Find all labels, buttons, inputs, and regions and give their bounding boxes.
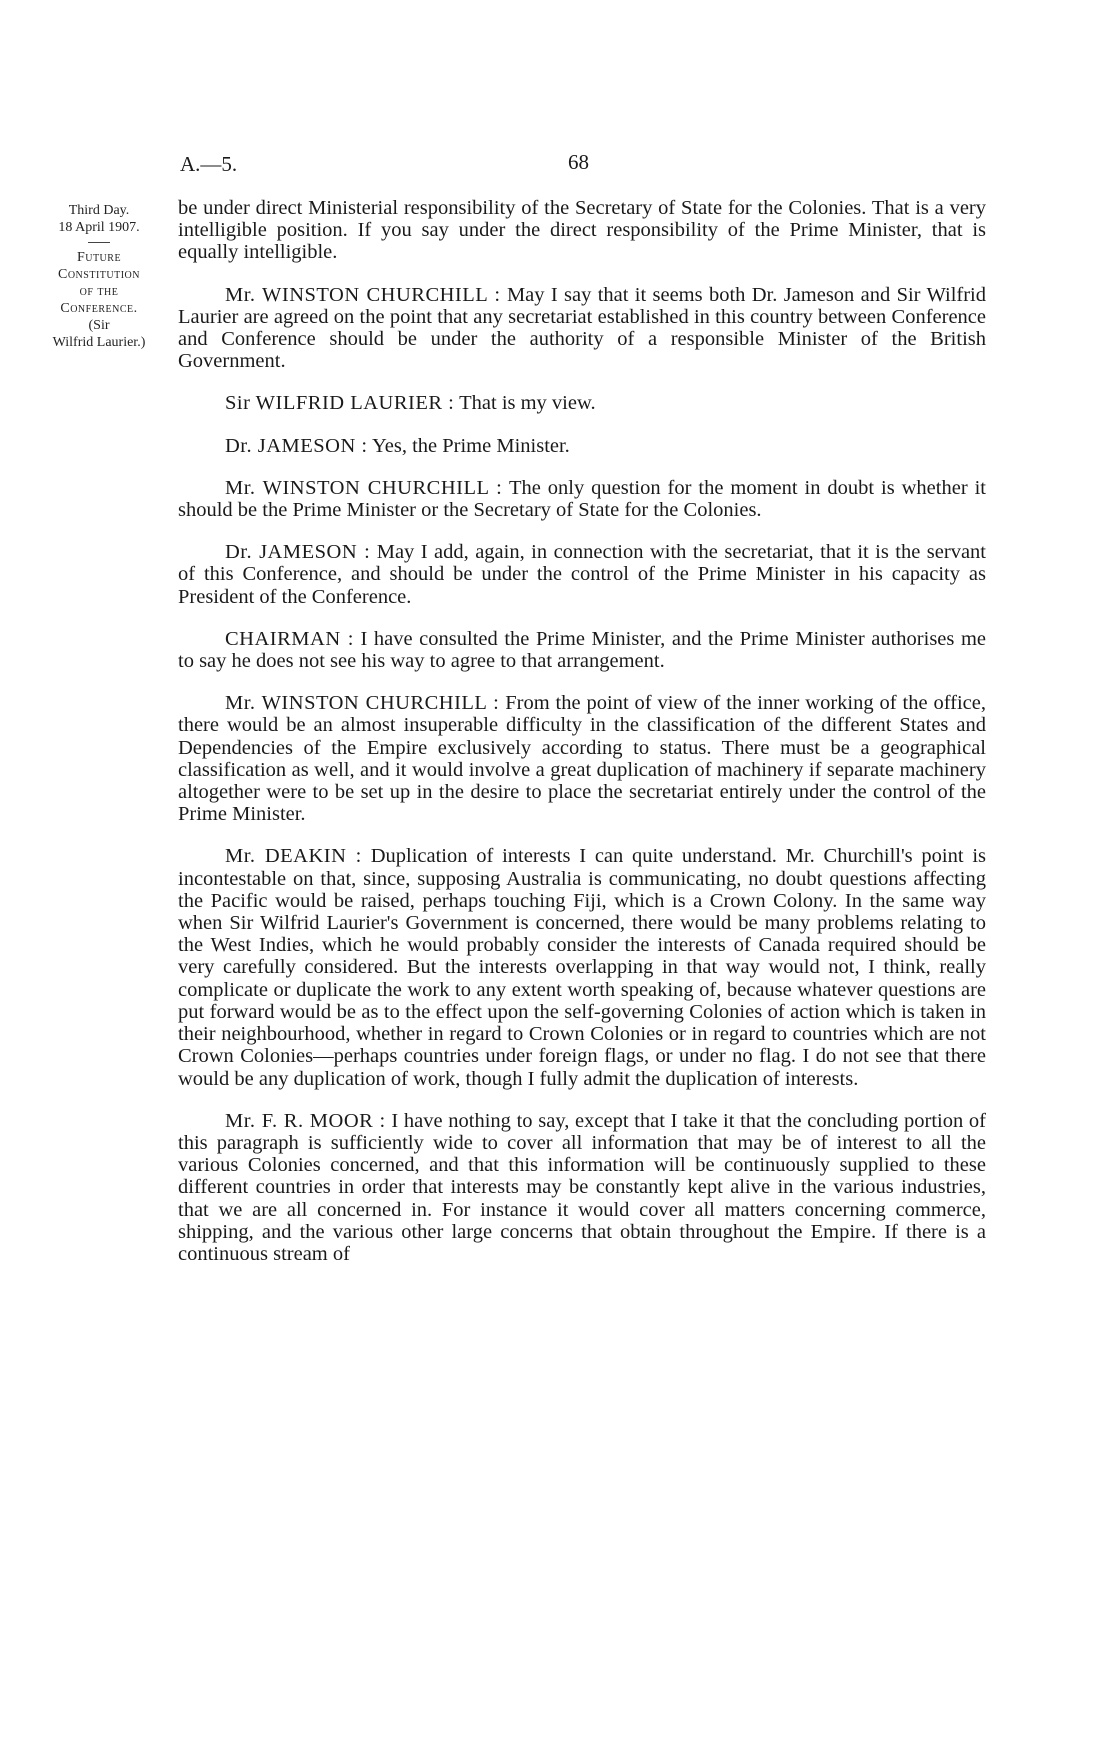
- speech-paragraph: [178, 435, 986, 457]
- paragraph-text: be under direct Ministerial responsibility of the Secretary of State for the Colonies. That is a very intelligible position. If you say under the direct responsibility of the Prime Minister, that is equally intelligible.: [178, 197, 986, 264]
- speaker-name: Dr. JAMESON :: [225, 541, 371, 564]
- page-number: 68: [568, 150, 589, 174]
- paragraph-continuation: [178, 197, 986, 264]
- speech-paragraph: [178, 692, 986, 825]
- document-reference: A.—5.: [180, 152, 238, 176]
- speech-paragraph: [178, 628, 986, 672]
- paragraph-text: May I add, again, in connection with the secretariat, that it is the servant of this Conference, and should be under the control of the Prime Minister in his capacity as President of the Conference.: [178, 541, 986, 608]
- margin-note-date: 18 April 1907.: [58, 220, 140, 235]
- speaker-name: Mr. WINSTON CHURCHILL :: [225, 692, 500, 715]
- body-text: [178, 197, 986, 1285]
- paragraph-text: The only question for the moment in doubt is whether it should be the Prime Minister or the Secretary of State for the Colonies.: [178, 476, 986, 522]
- paragraph-text: Duplication of interests I can quite understand. Mr. Churchill's point is incontestable on that, since, supposing Australia is communicating, no doubt questions affecting the Pacific would be raised, perhaps touching Fiji, which is a Crown Colony. In the same way when Sir Wilfrid Laurier's Government is concerned, there would be many problems relating to the West Indies, which he would probably consider the interests of Canada required should be very carefully considered. But the interests overlapping in that way would not, I think, really complicate or duplicate the work to any extent worth speaking of, because whatever questions are put forward would be as to the effect upon the self-governing Colonies of action which is taken in their neighbourhood, whether in regard to Crown Colonies or in regard to countries which are not Crown Colonies—perhaps countries under foreign flags, or under no flag. I do not see that there would be any duplication of work, though I fully admit the duplication of interests.: [178, 845, 987, 1090]
- speaker-name: Mr. WINSTON CHURCHILL :: [225, 283, 501, 306]
- margin-note-divider: [88, 242, 110, 243]
- speech-paragraph: [178, 284, 986, 373]
- paragraph-text: May I say that it seems both Dr. Jameson and Sir Wilfrid Laurier are agreed on the point that any secretariat established in this country between Conference and Conference should be under the authority of a responsible Minister of the British Government.: [178, 283, 986, 373]
- speech-paragraph: [178, 392, 986, 414]
- margin-note-topic-3: of the: [79, 284, 119, 299]
- speaker-name: Mr. WINSTON CHURCHILL :: [225, 476, 503, 499]
- speech-paragraph: [178, 1110, 986, 1265]
- speech-paragraph: [178, 477, 986, 521]
- speech-paragraph: [178, 845, 986, 1089]
- margin-note-topic-1: Future: [76, 250, 122, 265]
- margin-note: [34, 202, 164, 351]
- speaker-name: Dr. JAMESON :: [225, 434, 368, 457]
- margin-note-day: Third Day.: [68, 203, 130, 218]
- speaker-name: Sir WILFRID LAURIER :: [225, 392, 455, 415]
- margin-note-topic-2: Constitution: [58, 267, 140, 282]
- speaker-name: Mr. DEAKIN :: [225, 845, 362, 868]
- margin-note-topic-6: Wilfrid Laurier.): [52, 335, 146, 350]
- speaker-name: CHAIRMAN :: [225, 627, 354, 650]
- speaker-name: Mr. F. R. MOOR :: [225, 1109, 386, 1132]
- margin-note-topic-5: (Sir: [88, 318, 110, 333]
- paragraph-text: That is my view.: [459, 392, 596, 415]
- paragraph-text: I have consulted the Prime Minister, and the Prime Minister authorises me to say he does not see his way to agree to that arrangement.: [178, 627, 987, 673]
- paragraph-text: From the point of view of the inner working of the office, there would be an almost insuperable difficulty in the classification of the different States and Dependencies of the Empire exclusively according to status. There must be a geographical classification as well, and it would involve a great duplication of machinery if separate machinery altogether were to be set up in the desire to place the secretariat entirely under the control of the Prime Minister.: [178, 692, 987, 826]
- speech-paragraph: [178, 541, 986, 608]
- margin-note-topic-4: Conference.: [60, 301, 138, 316]
- paragraph-text: Yes, the Prime Minister.: [372, 434, 570, 457]
- paragraph-text: I have nothing to say, except that I take it that the concluding portion of this paragraph is sufficiently wide to cover all information that may be of interest to all the various Colonies concerned, and that this information will be continuously supplied to these different countries in order that interests may be constantly kept alive in the various industries, that we are all concerned in. For instance it would cover all matters concerning commerce, shipping, and the various other large concerns that obtain throughout the Empire. If there is a continuous stream of: [178, 1109, 986, 1265]
